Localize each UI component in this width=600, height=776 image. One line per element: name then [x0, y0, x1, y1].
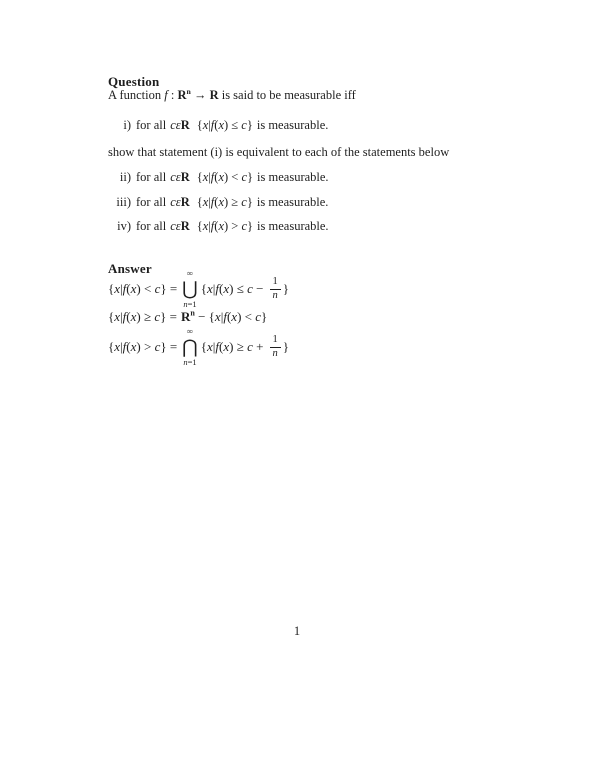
- union-icon: ⋃: [182, 278, 198, 300]
- question-item-i: [108, 118, 328, 133]
- item-label: iii): [116, 195, 131, 209]
- question-item-iii: [108, 195, 328, 210]
- instruction-line: show that statement (i) is equivalent to each of the statements below: [108, 145, 450, 159]
- function-signature-math: f : $R^n \to R$: [164, 86, 219, 102]
- membership-expression: cεR: [170, 195, 190, 209]
- equation-rhs-pre: {x|f(x) ≥ c +: [200, 339, 264, 354]
- item-pre-text: for all: [136, 195, 167, 209]
- intro-text-pre: A function: [108, 88, 165, 102]
- set-expression: {x|f(x) ≤ c}: [196, 118, 253, 132]
- set-expression: {x|f(x) ≥ c}: [196, 195, 253, 209]
- answer-equation-intersection: [108, 326, 293, 367]
- item-post-text: is measurable.: [257, 170, 329, 184]
- item-pre-text: for all: [136, 219, 167, 233]
- set-expression: {x|f(x) > c}: [196, 219, 254, 233]
- equation-rhs: $R^n - \{x|f(x) < c\}$: [180, 308, 268, 324]
- membership-expression: cεR: [170, 118, 190, 132]
- equation-lhs: {x|f(x) > c} =: [108, 339, 178, 354]
- fraction-denominator: n: [270, 347, 281, 360]
- item-pre-text: for all: [136, 118, 167, 132]
- question-intro: [108, 88, 356, 103]
- page-number: 1: [293, 624, 301, 638]
- big-intersection-operator: [182, 327, 198, 367]
- answer-equation-complement: [108, 308, 271, 326]
- intro-text-post: is said to be measurable iff: [218, 88, 356, 102]
- membership-expression: cεR: [170, 170, 190, 184]
- item-label: iv): [117, 219, 131, 233]
- answer-heading: Answer: [108, 261, 152, 276]
- intersection-icon: ⋂: [182, 336, 198, 358]
- fraction-numerator: 1: [272, 334, 278, 345]
- fraction-numerator: 1: [272, 276, 278, 287]
- item-pre-text: for all: [136, 170, 167, 184]
- item-label: ii): [119, 170, 131, 184]
- equation-lhs: {x|f(x) < c} =: [108, 281, 178, 296]
- set-expression: {x|f(x) < c}: [196, 170, 254, 184]
- question-item-ii: [108, 170, 329, 185]
- operator-lower-limit: n=1: [183, 298, 197, 309]
- membership-expression: cεR: [170, 219, 190, 233]
- item-label: i): [123, 118, 131, 132]
- equation-rhs-post: }: [282, 339, 289, 354]
- fraction: [270, 335, 281, 359]
- fraction-denominator: n: [270, 289, 281, 302]
- question-item-iv: [108, 219, 329, 234]
- big-union-operator: [182, 269, 198, 309]
- equation-rhs-post: }: [282, 281, 289, 296]
- item-post-text: is measurable.: [257, 219, 329, 233]
- operator-upper-limit: ∞: [186, 326, 193, 337]
- operator-upper-limit: ∞: [186, 268, 193, 279]
- question-heading: Question: [108, 74, 160, 89]
- equation-rhs-pre: {x|f(x) ≤ c −: [200, 281, 264, 296]
- item-post-text: is measurable.: [256, 195, 329, 209]
- fraction: [270, 277, 281, 301]
- item-post-text: is measurable.: [256, 118, 329, 132]
- operator-lower-limit: n=1: [183, 356, 197, 367]
- equation-lhs: {x|f(x) ≥ c} =: [108, 309, 177, 324]
